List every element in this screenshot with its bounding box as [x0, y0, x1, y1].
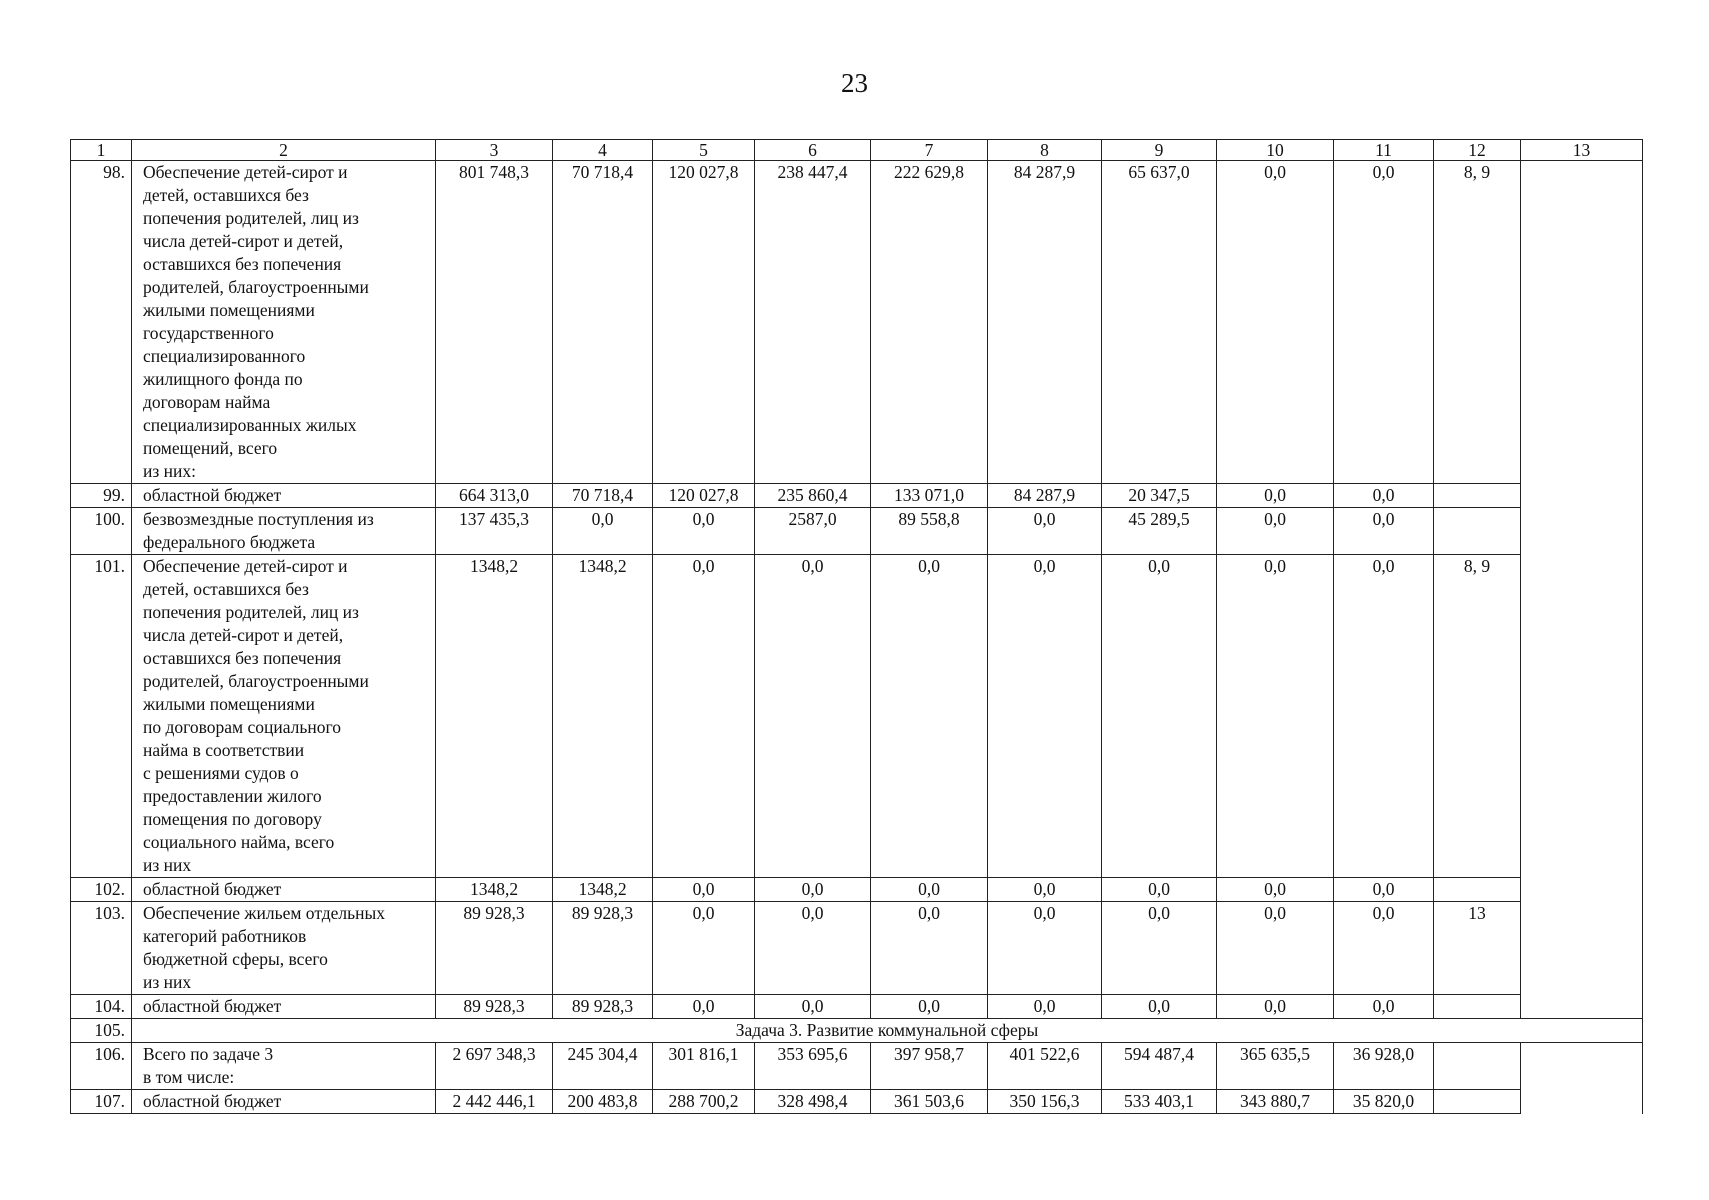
value-cell: 0,0: [1334, 484, 1434, 508]
value-cell: 0,0: [1102, 878, 1217, 902]
description-line: государственного: [143, 323, 274, 343]
row-description: [132, 995, 436, 1019]
reference-cell: [1434, 1043, 1521, 1090]
description-line: найма в соответствии: [143, 740, 305, 760]
row-description: [132, 1043, 436, 1090]
value-cell: 1348,2: [436, 555, 553, 878]
page-number: 23: [841, 68, 868, 98]
description-line: попечения родителей, лиц из: [143, 208, 359, 228]
table-row: [71, 508, 1643, 555]
row-number: 102.: [71, 878, 132, 902]
description-line: договорам найма: [143, 392, 271, 412]
description-line: родителей, благоустроенными: [143, 277, 369, 297]
value-cell: 0,0: [1217, 484, 1334, 508]
value-cell: 222 629,8: [871, 161, 988, 484]
description-line: из них: [143, 855, 192, 875]
row-description: [132, 161, 436, 484]
description-line: федерального бюджета: [143, 532, 316, 552]
value-cell: 301 816,1: [653, 1043, 755, 1090]
value-cell: 0,0: [653, 555, 755, 878]
value-cell: 0,0: [1102, 995, 1217, 1019]
column-number-header-row: [71, 140, 1643, 161]
column-header: 9: [1102, 140, 1217, 161]
value-cell: 89 928,3: [553, 902, 653, 995]
row-description: [132, 484, 436, 508]
value-cell: 36 928,0: [1334, 1043, 1434, 1090]
value-cell: 20 347,5: [1102, 484, 1217, 508]
value-cell: 120 027,8: [653, 161, 755, 484]
column-header: 7: [871, 140, 988, 161]
value-cell: 200 483,8: [553, 1090, 653, 1114]
value-cell: 0,0: [1334, 878, 1434, 902]
description-line: оставшихся без попечения: [143, 254, 342, 274]
description-line: оставшихся без попечения: [143, 648, 342, 668]
section-row: [71, 1019, 1643, 1043]
description-line: детей, оставшихся без: [143, 579, 309, 599]
table-row: [71, 1043, 1643, 1090]
value-cell: 84 287,9: [988, 484, 1102, 508]
value-cell: 801 748,3: [436, 161, 553, 484]
value-cell: 0,0: [871, 995, 988, 1019]
reference-cell: 13: [1434, 902, 1521, 995]
value-cell: 45 289,5: [1102, 508, 1217, 555]
value-cell: 89 928,3: [436, 902, 553, 995]
column-header: 6: [755, 140, 871, 161]
description-line: помещений, всего: [143, 438, 278, 458]
value-cell: 0,0: [653, 995, 755, 1019]
value-cell: 0,0: [553, 508, 653, 555]
value-cell: 245 304,4: [553, 1043, 653, 1090]
value-cell: 0,0: [755, 902, 871, 995]
description-line: Обеспечение детей-сирот и: [143, 556, 348, 576]
reference-cell: [1434, 484, 1521, 508]
row-description: [132, 555, 436, 878]
value-cell: 353 695,6: [755, 1043, 871, 1090]
table-row: [71, 878, 1643, 902]
reference-cell: [1434, 995, 1521, 1019]
row-number: 106.: [71, 1043, 132, 1090]
reference-cell: 8, 9: [1434, 555, 1521, 878]
row-number: 107.: [71, 1090, 132, 1114]
table-body: [71, 140, 1643, 1114]
value-cell: 89 928,3: [436, 995, 553, 1019]
value-cell: 0,0: [653, 508, 755, 555]
description-line: безвозмездные поступления из: [143, 509, 374, 529]
description-line: в том числе:: [143, 1067, 235, 1087]
value-cell: 89 558,8: [871, 508, 988, 555]
table-row: [71, 1090, 1643, 1114]
description-line: числа детей-сирот и детей,: [143, 625, 344, 645]
value-cell: 0,0: [1217, 508, 1334, 555]
description-line: родителей, благоустроенными: [143, 671, 369, 691]
value-cell: 35 820,0: [1334, 1090, 1434, 1114]
value-cell: 361 503,6: [871, 1090, 988, 1114]
description-line: бюджетной сферы, всего: [143, 949, 328, 969]
value-cell: 65 637,0: [1102, 161, 1217, 484]
value-cell: 2 697 348,3: [436, 1043, 553, 1090]
column-header: 13: [1521, 140, 1643, 161]
value-cell: 0,0: [1217, 555, 1334, 878]
description-line: социального найма, всего: [143, 832, 335, 852]
value-cell: 1348,2: [553, 555, 653, 878]
value-cell: 2 442 446,1: [436, 1090, 553, 1114]
value-cell: 343 880,7: [1217, 1090, 1334, 1114]
value-cell: 0,0: [1334, 161, 1434, 484]
value-cell: 350 156,3: [988, 1090, 1102, 1114]
description-line: жилищного фонда по: [143, 369, 303, 389]
column-header: 11: [1334, 140, 1434, 161]
description-line: из них:: [143, 461, 196, 481]
description-line: областной бюджет: [143, 879, 282, 899]
value-cell: 0,0: [871, 555, 988, 878]
value-cell: 0,0: [1217, 161, 1334, 484]
description-line: областной бюджет: [143, 485, 282, 505]
table-row: [71, 902, 1643, 995]
description-line: из них: [143, 972, 192, 992]
value-cell: 533 403,1: [1102, 1090, 1217, 1114]
description-line: помещения по договору: [143, 809, 322, 829]
column-header: 1: [71, 140, 132, 161]
value-cell: 133 071,0: [871, 484, 988, 508]
value-cell: 137 435,3: [436, 508, 553, 555]
value-cell: 0,0: [1334, 555, 1434, 878]
value-cell: 0,0: [871, 902, 988, 995]
value-cell: 1348,2: [553, 878, 653, 902]
reference-cell: 8, 9: [1434, 161, 1521, 484]
section-title: Задача 3. Развитие коммунальной сферы: [132, 1019, 1643, 1043]
row-number: 99.: [71, 484, 132, 508]
description-line: Обеспечение детей-сирот и: [143, 162, 348, 182]
description-line: жилыми помещениями: [143, 694, 315, 714]
description-line: Обеспечение жильем отдельных: [143, 903, 386, 923]
description-line: специализированных жилых: [143, 415, 357, 435]
description-line: категорий работников: [143, 926, 307, 946]
table-row: [71, 161, 1643, 484]
value-cell: 2587,0: [755, 508, 871, 555]
table-row: [71, 995, 1643, 1019]
value-cell: 0,0: [653, 878, 755, 902]
value-cell: 84 287,9: [988, 161, 1102, 484]
value-cell: 0,0: [988, 878, 1102, 902]
description-line: Всего по задаче 3: [143, 1044, 274, 1064]
table-row: [71, 484, 1643, 508]
column-header: 3: [436, 140, 553, 161]
value-cell: 120 027,8: [653, 484, 755, 508]
empty-column-13: [1521, 1043, 1643, 1090]
value-cell: 328 498,4: [755, 1090, 871, 1114]
value-cell: 0,0: [1217, 902, 1334, 995]
description-line: предоставлении жилого: [143, 786, 322, 806]
value-cell: 0,0: [755, 878, 871, 902]
value-cell: 0,0: [653, 902, 755, 995]
value-cell: 238 447,4: [755, 161, 871, 484]
row-description: [132, 902, 436, 995]
value-cell: 0,0: [988, 995, 1102, 1019]
empty-column-13: [1521, 161, 1643, 1019]
description-line: с решениями судов о: [143, 763, 299, 783]
description-line: областной бюджет: [143, 1091, 282, 1111]
description-line: специализированного: [143, 346, 306, 366]
column-header: 10: [1217, 140, 1334, 161]
column-header: 8: [988, 140, 1102, 161]
row-description: [132, 508, 436, 555]
value-cell: 0,0: [1217, 878, 1334, 902]
value-cell: 235 860,4: [755, 484, 871, 508]
description-line: числа детей-сирот и детей,: [143, 231, 344, 251]
value-cell: 0,0: [1334, 902, 1434, 995]
row-number: 100.: [71, 508, 132, 555]
description-line: попечения родителей, лиц из: [143, 602, 359, 622]
value-cell: 1348,2: [436, 878, 553, 902]
value-cell: 70 718,4: [553, 484, 653, 508]
row-description: [132, 1090, 436, 1114]
value-cell: 0,0: [755, 555, 871, 878]
value-cell: 365 635,5: [1217, 1043, 1334, 1090]
value-cell: 664 313,0: [436, 484, 553, 508]
value-cell: 0,0: [988, 555, 1102, 878]
row-description: [132, 878, 436, 902]
row-number: 101.: [71, 555, 132, 878]
table-row: [71, 555, 1643, 878]
value-cell: 397 958,7: [871, 1043, 988, 1090]
column-header: 12: [1434, 140, 1521, 161]
description-line: детей, оставшихся без: [143, 185, 309, 205]
row-number: 103.: [71, 902, 132, 995]
value-cell: 0,0: [871, 878, 988, 902]
row-number: 105.: [71, 1019, 132, 1043]
budget-table: [70, 139, 1643, 1114]
value-cell: 401 522,6: [988, 1043, 1102, 1090]
description-line: областной бюджет: [143, 996, 282, 1016]
value-cell: 0,0: [1217, 995, 1334, 1019]
column-header: 4: [553, 140, 653, 161]
empty-column-13: [1521, 1090, 1643, 1114]
value-cell: 70 718,4: [553, 161, 653, 484]
description-line: жилыми помещениями: [143, 300, 315, 320]
value-cell: 0,0: [1334, 508, 1434, 555]
value-cell: 0,0: [755, 995, 871, 1019]
value-cell: 89 928,3: [553, 995, 653, 1019]
row-number: 98.: [71, 161, 132, 484]
row-number: 104.: [71, 995, 132, 1019]
value-cell: 594 487,4: [1102, 1043, 1217, 1090]
reference-cell: [1434, 508, 1521, 555]
reference-cell: [1434, 1090, 1521, 1114]
value-cell: 0,0: [1102, 555, 1217, 878]
value-cell: 288 700,2: [653, 1090, 755, 1114]
reference-cell: [1434, 878, 1521, 902]
value-cell: 0,0: [988, 508, 1102, 555]
value-cell: 0,0: [1334, 995, 1434, 1019]
value-cell: 0,0: [1102, 902, 1217, 995]
description-line: по договорам социального: [143, 717, 341, 737]
column-header: 5: [653, 140, 755, 161]
column-header: 2: [132, 140, 436, 161]
value-cell: 0,0: [988, 902, 1102, 995]
